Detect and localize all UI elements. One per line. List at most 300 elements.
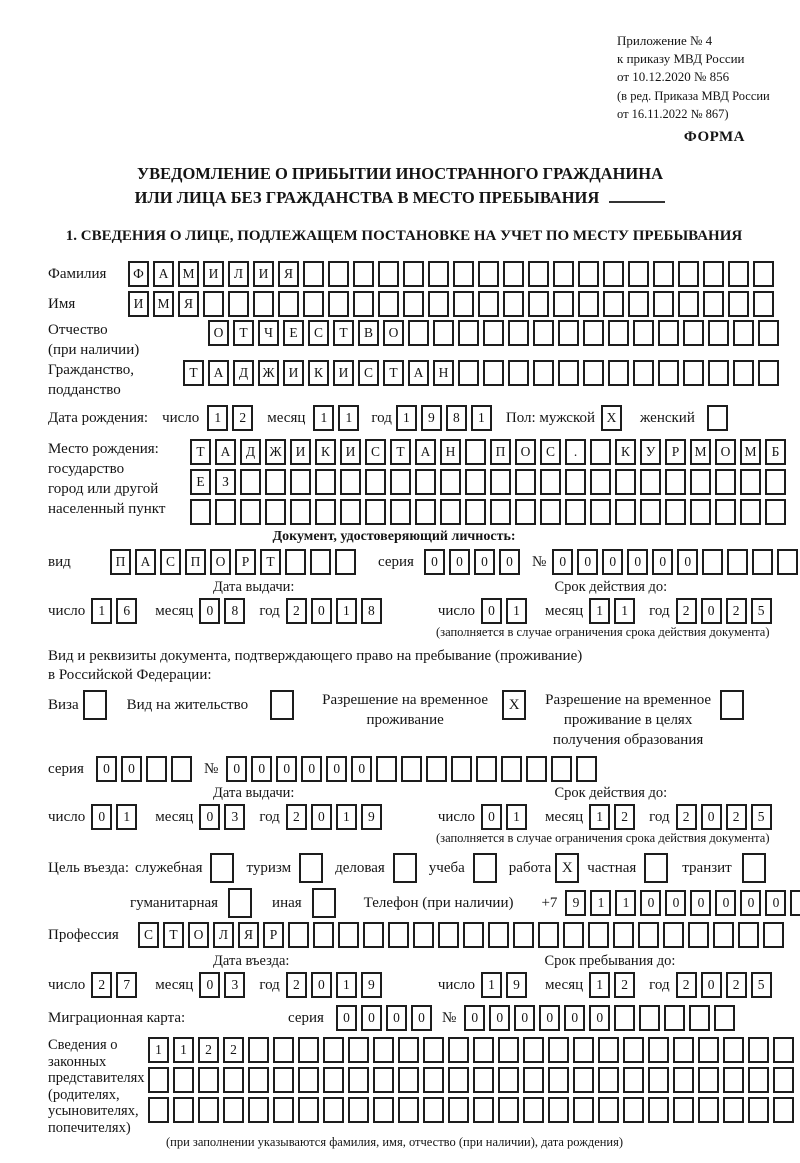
char-cell[interactable]	[713, 922, 734, 948]
char-cell[interactable]	[728, 291, 749, 317]
char-cell[interactable]: О	[515, 439, 536, 465]
char-cell[interactable]	[210, 853, 234, 883]
char-cell[interactable]	[148, 1067, 169, 1093]
char-cell[interactable]	[248, 1067, 269, 1093]
char-cell[interactable]: С	[540, 439, 561, 465]
doc-series-input[interactable]	[424, 549, 524, 575]
char-cell[interactable]: 0	[199, 598, 220, 624]
char-cell[interactable]	[423, 1067, 444, 1093]
char-cell[interactable]	[498, 1067, 519, 1093]
char-cell[interactable]	[503, 261, 524, 287]
char-cell[interactable]	[173, 1067, 194, 1093]
char-cell[interactable]	[683, 360, 704, 386]
char-cell[interactable]	[763, 922, 784, 948]
char-cell[interactable]	[628, 261, 649, 287]
stay-year-input[interactable]	[676, 972, 776, 998]
char-cell[interactable]	[198, 1067, 219, 1093]
birth-day-input[interactable]	[207, 405, 257, 431]
doc-kind-input[interactable]	[110, 549, 360, 575]
char-cell[interactable]	[658, 360, 679, 386]
char-cell[interactable]: 0	[577, 549, 598, 575]
char-cell[interactable]: 1	[506, 804, 527, 830]
char-cell[interactable]: Ф	[128, 261, 149, 287]
residence-number-input[interactable]	[226, 756, 601, 782]
char-cell[interactable]: 1	[313, 405, 334, 431]
char-cell[interactable]	[638, 922, 659, 948]
char-cell[interactable]	[698, 1097, 719, 1123]
char-cell[interactable]: 3	[224, 972, 245, 998]
char-cell[interactable]: Я	[178, 291, 199, 317]
char-cell[interactable]	[573, 1037, 594, 1063]
char-cell[interactable]: 5	[751, 804, 772, 830]
char-cell[interactable]: 1	[338, 405, 359, 431]
char-cell[interactable]: 1	[336, 972, 357, 998]
char-cell[interactable]: 0	[765, 890, 786, 916]
char-cell[interactable]	[403, 261, 424, 287]
char-cell[interactable]	[758, 320, 779, 346]
char-cell[interactable]	[488, 922, 509, 948]
char-cell[interactable]	[548, 1067, 569, 1093]
char-cell[interactable]	[285, 549, 306, 575]
char-cell[interactable]	[483, 320, 504, 346]
char-cell[interactable]	[614, 1005, 635, 1031]
char-cell[interactable]	[733, 360, 754, 386]
char-cell[interactable]: Ж	[265, 439, 286, 465]
char-cell[interactable]: И	[290, 439, 311, 465]
char-cell[interactable]: Л	[213, 922, 234, 948]
char-cell[interactable]: 8	[224, 598, 245, 624]
char-cell[interactable]: Т	[383, 360, 404, 386]
char-cell[interactable]: 9	[565, 890, 586, 916]
expiry-day-input[interactable]	[481, 598, 531, 624]
char-cell[interactable]	[323, 1097, 344, 1123]
surname-input[interactable]	[128, 261, 778, 287]
char-cell[interactable]	[299, 853, 323, 883]
char-cell[interactable]	[478, 261, 499, 287]
char-cell[interactable]	[608, 360, 629, 386]
char-cell[interactable]	[640, 469, 661, 495]
char-cell[interactable]: 0	[326, 756, 347, 782]
char-cell[interactable]	[265, 469, 286, 495]
char-cell[interactable]: 8	[446, 405, 467, 431]
char-cell[interactable]: У	[640, 439, 661, 465]
char-cell[interactable]: 0	[311, 598, 332, 624]
char-cell[interactable]	[373, 1037, 394, 1063]
migration-number-input[interactable]	[464, 1005, 739, 1031]
char-cell[interactable]	[465, 499, 486, 525]
char-cell[interactable]: 1	[471, 405, 492, 431]
char-cell[interactable]	[363, 922, 384, 948]
char-cell[interactable]	[623, 1037, 644, 1063]
char-cell[interactable]	[393, 853, 417, 883]
char-cell[interactable]: З	[215, 469, 236, 495]
char-cell[interactable]	[415, 469, 436, 495]
char-cell[interactable]	[703, 291, 724, 317]
char-cell[interactable]	[390, 469, 411, 495]
char-cell[interactable]	[465, 439, 486, 465]
char-cell[interactable]: 1	[336, 804, 357, 830]
char-cell[interactable]	[388, 922, 409, 948]
char-cell[interactable]	[603, 291, 624, 317]
char-cell[interactable]	[398, 1097, 419, 1123]
char-cell[interactable]: П	[490, 439, 511, 465]
char-cell[interactable]	[315, 469, 336, 495]
char-cell[interactable]	[773, 1097, 794, 1123]
char-cell[interactable]: 2	[91, 972, 112, 998]
char-cell[interactable]: К	[308, 360, 329, 386]
char-cell[interactable]	[523, 1097, 544, 1123]
char-cell[interactable]	[598, 1037, 619, 1063]
residence-issue-month-input[interactable]	[199, 804, 249, 830]
char-cell[interactable]: 0	[361, 1005, 382, 1031]
char-cell[interactable]	[658, 320, 679, 346]
visa-checkbox[interactable]	[83, 690, 111, 720]
char-cell[interactable]: 1	[506, 598, 527, 624]
char-cell[interactable]: 0	[199, 972, 220, 998]
char-cell[interactable]: 1	[589, 598, 610, 624]
expiry-year-input[interactable]	[676, 598, 776, 624]
char-cell[interactable]	[298, 1067, 319, 1093]
char-cell[interactable]	[653, 291, 674, 317]
char-cell[interactable]	[501, 756, 522, 782]
char-cell[interactable]	[328, 291, 349, 317]
char-cell[interactable]: 2	[286, 598, 307, 624]
char-cell[interactable]: 2	[676, 804, 697, 830]
char-cell[interactable]	[298, 1037, 319, 1063]
char-cell[interactable]: 9	[506, 972, 527, 998]
temp-residence-education-checkbox[interactable]	[720, 690, 748, 720]
char-cell[interactable]: 0	[627, 549, 648, 575]
char-cell[interactable]	[190, 499, 211, 525]
purpose-official-checkbox[interactable]	[210, 853, 238, 883]
char-cell[interactable]: 2	[198, 1037, 219, 1063]
char-cell[interactable]	[758, 360, 779, 386]
char-cell[interactable]: Р	[263, 922, 284, 948]
char-cell[interactable]	[538, 922, 559, 948]
char-cell[interactable]: А	[208, 360, 229, 386]
char-cell[interactable]: 2	[286, 804, 307, 830]
char-cell[interactable]	[648, 1037, 669, 1063]
char-cell[interactable]: О	[188, 922, 209, 948]
char-cell[interactable]	[790, 890, 800, 916]
residence-expiry-day-input[interactable]	[481, 804, 531, 830]
char-cell[interactable]	[498, 1097, 519, 1123]
char-cell[interactable]	[533, 360, 554, 386]
char-cell[interactable]	[548, 1037, 569, 1063]
char-cell[interactable]	[365, 469, 386, 495]
purpose-business-checkbox[interactable]	[393, 853, 421, 883]
char-cell[interactable]	[613, 922, 634, 948]
entry-year-input[interactable]	[286, 972, 386, 998]
temp-residence-checkbox[interactable]	[502, 690, 530, 720]
char-cell[interactable]	[473, 1037, 494, 1063]
char-cell[interactable]: Т	[233, 320, 254, 346]
char-cell[interactable]	[578, 261, 599, 287]
char-cell[interactable]	[515, 499, 536, 525]
char-cell[interactable]: И	[283, 360, 304, 386]
char-cell[interactable]	[565, 499, 586, 525]
char-cell[interactable]	[644, 853, 668, 883]
char-cell[interactable]	[673, 1097, 694, 1123]
char-cell[interactable]: С	[358, 360, 379, 386]
char-cell[interactable]: Б	[765, 439, 786, 465]
char-cell[interactable]: 0	[226, 756, 247, 782]
char-cell[interactable]: 0	[481, 598, 502, 624]
char-cell[interactable]	[752, 549, 773, 575]
char-cell[interactable]: С	[138, 922, 159, 948]
char-cell[interactable]: 2	[614, 804, 635, 830]
char-cell[interactable]	[673, 1067, 694, 1093]
char-cell[interactable]	[313, 922, 334, 948]
char-cell[interactable]	[228, 291, 249, 317]
char-cell[interactable]	[373, 1097, 394, 1123]
char-cell[interactable]	[473, 1067, 494, 1093]
name-input[interactable]	[128, 291, 778, 317]
char-cell[interactable]	[451, 756, 472, 782]
char-cell[interactable]: Л	[228, 261, 249, 287]
doc-number-input[interactable]	[552, 549, 800, 575]
char-cell[interactable]: П	[110, 549, 131, 575]
char-cell[interactable]: Н	[440, 439, 461, 465]
char-cell[interactable]	[578, 291, 599, 317]
char-cell[interactable]	[765, 469, 786, 495]
char-cell[interactable]	[665, 499, 686, 525]
char-cell[interactable]	[663, 922, 684, 948]
char-cell[interactable]	[148, 1097, 169, 1123]
char-cell[interactable]: 0	[539, 1005, 560, 1031]
char-cell[interactable]	[748, 1097, 769, 1123]
purpose-tourism-checkbox[interactable]	[299, 853, 327, 883]
char-cell[interactable]: 1	[91, 598, 112, 624]
char-cell[interactable]: 0	[640, 890, 661, 916]
char-cell[interactable]	[708, 360, 729, 386]
char-cell[interactable]	[508, 320, 529, 346]
char-cell[interactable]	[476, 756, 497, 782]
char-cell[interactable]	[690, 499, 711, 525]
char-cell[interactable]	[315, 499, 336, 525]
char-cell[interactable]: О	[210, 549, 231, 575]
entry-day-input[interactable]	[91, 972, 141, 998]
char-cell[interactable]: 1	[481, 972, 502, 998]
char-cell[interactable]	[723, 1097, 744, 1123]
char-cell[interactable]: 1	[207, 405, 228, 431]
char-cell[interactable]	[353, 261, 374, 287]
char-cell[interactable]: 0	[311, 804, 332, 830]
char-cell[interactable]	[653, 261, 674, 287]
purpose-humanitarian-checkbox[interactable]	[228, 888, 256, 918]
char-cell[interactable]	[323, 1067, 344, 1093]
char-cell[interactable]: 1	[589, 804, 610, 830]
char-cell[interactable]	[373, 1067, 394, 1093]
char-cell[interactable]	[365, 499, 386, 525]
char-cell[interactable]	[708, 320, 729, 346]
issue-day-input[interactable]	[91, 598, 141, 624]
char-cell[interactable]: Е	[190, 469, 211, 495]
char-cell[interactable]: 1	[148, 1037, 169, 1063]
char-cell[interactable]	[740, 499, 761, 525]
char-cell[interactable]: 1	[614, 598, 635, 624]
char-cell[interactable]	[215, 499, 236, 525]
char-cell[interactable]: X	[601, 405, 622, 431]
char-cell[interactable]: 0	[701, 804, 722, 830]
char-cell[interactable]	[678, 291, 699, 317]
char-cell[interactable]	[248, 1097, 269, 1123]
char-cell[interactable]: А	[415, 439, 436, 465]
char-cell[interactable]: 1	[336, 598, 357, 624]
char-cell[interactable]	[576, 756, 597, 782]
char-cell[interactable]	[703, 261, 724, 287]
char-cell[interactable]	[453, 291, 474, 317]
char-cell[interactable]: О	[715, 439, 736, 465]
char-cell[interactable]	[426, 756, 447, 782]
birth-place-input-line1[interactable]	[190, 439, 790, 465]
char-cell[interactable]	[665, 469, 686, 495]
char-cell[interactable]	[490, 469, 511, 495]
char-cell[interactable]	[273, 1097, 294, 1123]
char-cell[interactable]: Д	[233, 360, 254, 386]
profession-input[interactable]	[138, 922, 788, 948]
char-cell[interactable]	[498, 1037, 519, 1063]
char-cell[interactable]: 0	[251, 756, 272, 782]
char-cell[interactable]: 0	[489, 1005, 510, 1031]
sex-male-checkbox[interactable]	[601, 405, 626, 431]
char-cell[interactable]	[508, 360, 529, 386]
char-cell[interactable]	[338, 922, 359, 948]
char-cell[interactable]	[428, 291, 449, 317]
char-cell[interactable]: 0	[276, 756, 297, 782]
char-cell[interactable]	[690, 469, 711, 495]
char-cell[interactable]: 0	[564, 1005, 585, 1031]
char-cell[interactable]	[398, 1037, 419, 1063]
char-cell[interactable]: А	[153, 261, 174, 287]
char-cell[interactable]	[573, 1067, 594, 1093]
char-cell[interactable]	[673, 1037, 694, 1063]
char-cell[interactable]	[683, 320, 704, 346]
char-cell[interactable]	[378, 261, 399, 287]
char-cell[interactable]	[528, 261, 549, 287]
char-cell[interactable]	[623, 1067, 644, 1093]
char-cell[interactable]	[689, 1005, 710, 1031]
char-cell[interactable]	[565, 469, 586, 495]
char-cell[interactable]	[738, 922, 759, 948]
char-cell[interactable]: Т	[333, 320, 354, 346]
char-cell[interactable]: 5	[751, 598, 772, 624]
char-cell[interactable]	[540, 499, 561, 525]
residence-issue-year-input[interactable]	[286, 804, 386, 830]
char-cell[interactable]	[490, 499, 511, 525]
char-cell[interactable]: 0	[740, 890, 761, 916]
char-cell[interactable]: 1	[615, 890, 636, 916]
char-cell[interactable]	[83, 690, 107, 720]
char-cell[interactable]	[702, 549, 723, 575]
char-cell[interactable]	[253, 291, 274, 317]
char-cell[interactable]: 2	[726, 972, 747, 998]
char-cell[interactable]	[433, 320, 454, 346]
char-cell[interactable]	[401, 756, 422, 782]
char-cell[interactable]	[698, 1067, 719, 1093]
char-cell[interactable]: 9	[421, 405, 442, 431]
char-cell[interactable]: М	[740, 439, 761, 465]
char-cell[interactable]: 0	[311, 972, 332, 998]
char-cell[interactable]	[715, 499, 736, 525]
char-cell[interactable]: 2	[223, 1037, 244, 1063]
char-cell[interactable]	[723, 1037, 744, 1063]
char-cell[interactable]	[303, 291, 324, 317]
char-cell[interactable]	[348, 1067, 369, 1093]
char-cell[interactable]	[312, 888, 336, 918]
char-cell[interactable]: Е	[283, 320, 304, 346]
char-cell[interactable]: Р	[235, 549, 256, 575]
char-cell[interactable]: 0	[652, 549, 673, 575]
char-cell[interactable]	[340, 499, 361, 525]
char-cell[interactable]: 0	[424, 549, 445, 575]
char-cell[interactable]: 0	[701, 598, 722, 624]
char-cell[interactable]	[615, 469, 636, 495]
purpose-other-checkbox[interactable]	[312, 888, 340, 918]
char-cell[interactable]: 0	[690, 890, 711, 916]
char-cell[interactable]: А	[135, 549, 156, 575]
char-cell[interactable]	[590, 469, 611, 495]
char-cell[interactable]	[598, 1097, 619, 1123]
sex-female-checkbox[interactable]	[707, 405, 732, 431]
char-cell[interactable]	[728, 261, 749, 287]
char-cell[interactable]: И	[128, 291, 149, 317]
char-cell[interactable]: 0	[665, 890, 686, 916]
char-cell[interactable]	[348, 1037, 369, 1063]
char-cell[interactable]	[413, 922, 434, 948]
stay-day-input[interactable]	[481, 972, 531, 998]
char-cell[interactable]: 0	[474, 549, 495, 575]
char-cell[interactable]	[773, 1037, 794, 1063]
char-cell[interactable]	[298, 1097, 319, 1123]
char-cell[interactable]	[773, 1067, 794, 1093]
char-cell[interactable]	[290, 499, 311, 525]
char-cell[interactable]	[753, 261, 774, 287]
representatives-input-line3[interactable]	[148, 1097, 798, 1123]
char-cell[interactable]: 1	[116, 804, 137, 830]
char-cell[interactable]	[515, 469, 536, 495]
char-cell[interactable]: Т	[163, 922, 184, 948]
char-cell[interactable]	[765, 499, 786, 525]
birth-place-input-line3[interactable]	[190, 499, 790, 525]
char-cell[interactable]: 1	[396, 405, 417, 431]
char-cell[interactable]	[748, 1067, 769, 1093]
char-cell[interactable]	[715, 469, 736, 495]
purpose-private-checkbox[interactable]	[644, 853, 672, 883]
char-cell[interactable]	[664, 1005, 685, 1031]
char-cell[interactable]: 0	[386, 1005, 407, 1031]
char-cell[interactable]	[240, 499, 261, 525]
char-cell[interactable]: Н	[433, 360, 454, 386]
char-cell[interactable]	[453, 261, 474, 287]
char-cell[interactable]	[448, 1067, 469, 1093]
char-cell[interactable]: И	[203, 261, 224, 287]
char-cell[interactable]	[398, 1067, 419, 1093]
char-cell[interactable]: 0	[411, 1005, 432, 1031]
char-cell[interactable]	[428, 261, 449, 287]
char-cell[interactable]	[740, 469, 761, 495]
char-cell[interactable]	[608, 320, 629, 346]
char-cell[interactable]: 0	[514, 1005, 535, 1031]
birth-place-input-line2[interactable]	[190, 469, 790, 495]
purpose-transit-checkbox[interactable]	[742, 853, 770, 883]
char-cell[interactable]: 0	[715, 890, 736, 916]
char-cell[interactable]	[203, 291, 224, 317]
char-cell[interactable]	[403, 291, 424, 317]
char-cell[interactable]	[171, 756, 192, 782]
char-cell[interactable]	[590, 439, 611, 465]
char-cell[interactable]	[198, 1097, 219, 1123]
